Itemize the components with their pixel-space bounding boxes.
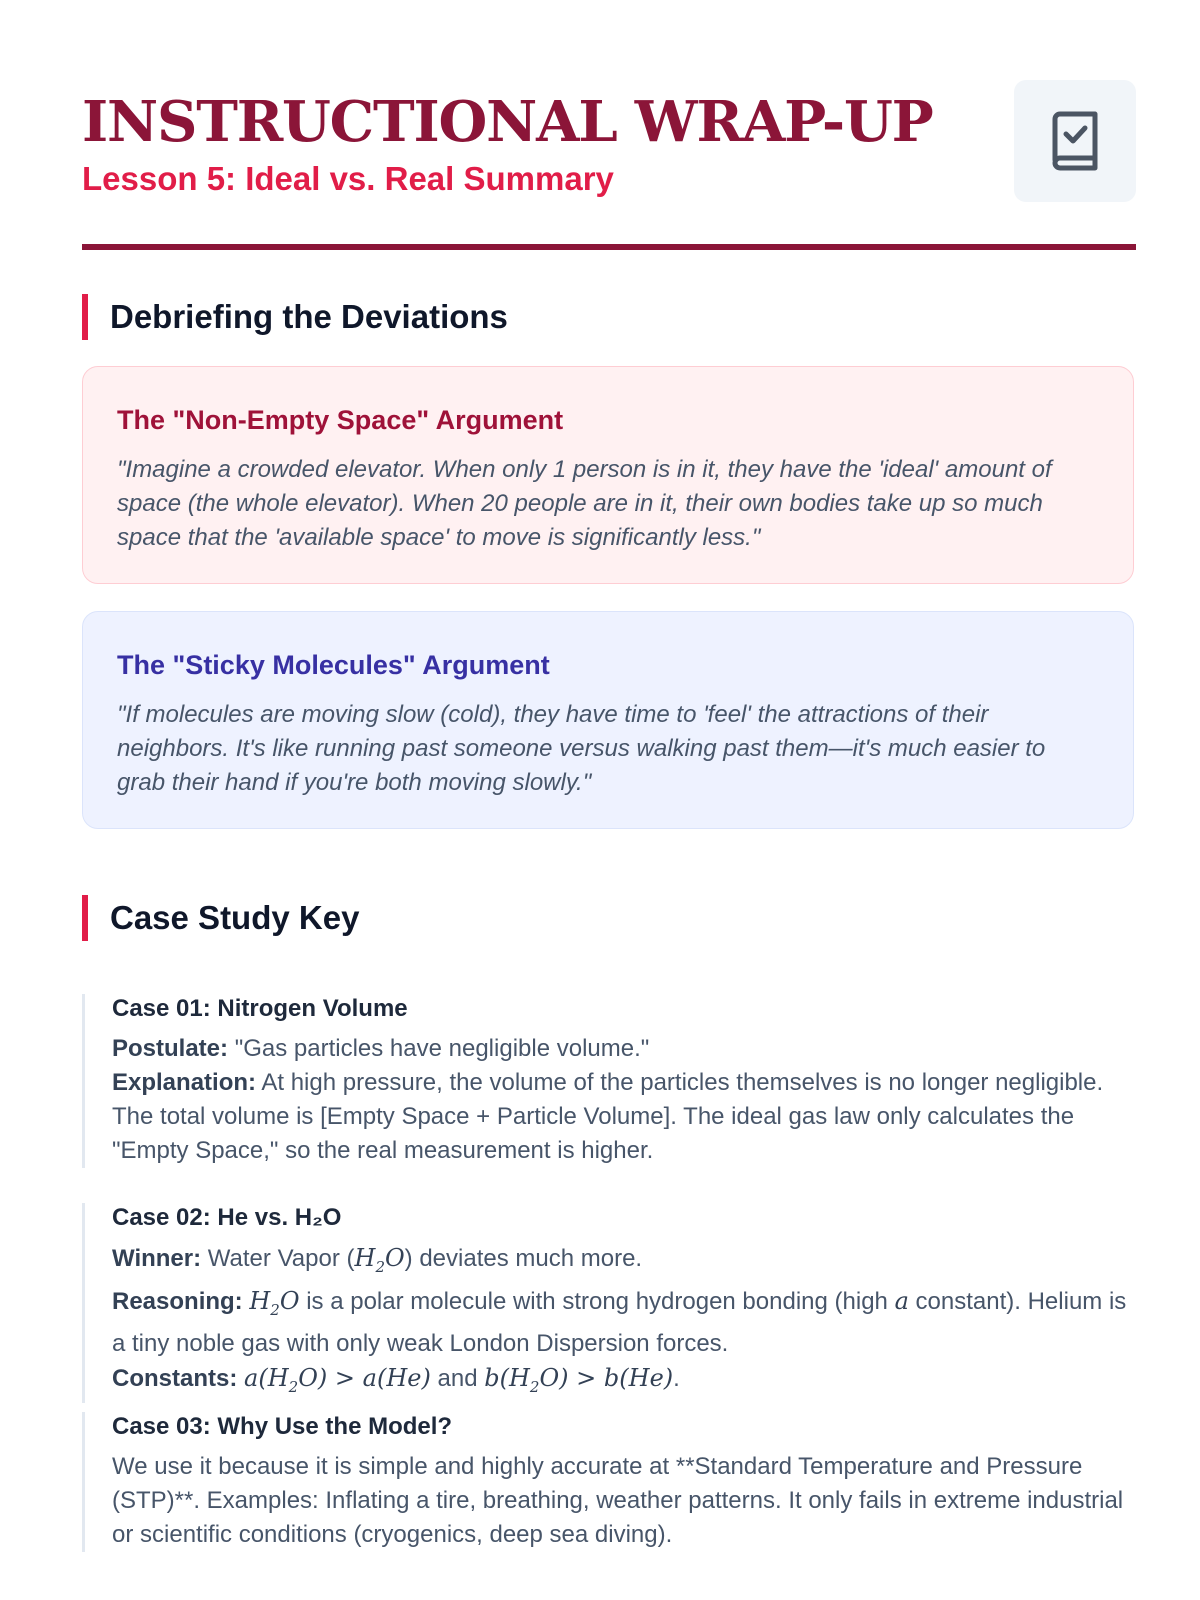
- explanation-text: At high pressure, the volume of the particles themselves is no longer negligible. The total volume is [Empty Space + Particle Volume]. The ideal gas law only calculates the "Empty Space," so the real measurement is higher.: [112, 1069, 1104, 1164]
- constants-expression-b: $b(H_2O) > b(He)$: [484, 1363, 674, 1396]
- page-subtitle: Lesson 5: Ideal vs. Real Summary: [82, 160, 614, 197]
- constants-label: Constants:: [112, 1364, 238, 1392]
- winner-label: Winner:: [112, 1245, 202, 1272]
- argument-title: The "Sticky Molecules" Argument: [117, 650, 550, 680]
- argument-quote: "If molecules are moving slow (cold), they have time to 'feel' the attractions of their neighbors. It's like running past someone versus walking past them—it's much easier to grab their hand if you're both moving slowly.": [117, 701, 1046, 796]
- reasoning-text-2: constant). Helium is a tiny noble gas with only weak London Dispersion forces.: [112, 1287, 1127, 1357]
- winner-pre: Water Vapor (: [207, 1245, 355, 1272]
- explanation-label: Explanation:: [112, 1069, 257, 1096]
- case-study-02: [82, 1203, 1136, 1403]
- page: [82, 80, 1136, 1548]
- case-body: Winner: Water Vapor $(H_2O)$ deviates much more. Reasoning: $H_2O$ is a polar molecule with strong hydrogen bonding (high a constant). Helium is a tiny noble gas with only weak London Dispersion forces. Constants: $a(H_2O) > a(He)$ and $b(H_2O) > b(He)$.: [112, 1244, 1127, 1396]
- case-title: Case 01: Nitrogen Volume: [112, 995, 408, 1022]
- reasoning-label: Reasoning:: [112, 1287, 243, 1315]
- book-check-icon: [1014, 80, 1136, 202]
- postulate-label: Postulate:: [112, 1035, 229, 1062]
- header: [82, 80, 1136, 202]
- case-study-01: [82, 994, 1136, 1168]
- case-body: We use it because it is simple and highly accurate at **Standard Temperature and Pressure (STP)**. Examples: Inflating a tire, breathing, weather patterns. It only fails in extreme industrial or scientific conditions (cryogenics, deep sea diving).: [112, 1453, 1124, 1548]
- var-a: a: [894, 1286, 909, 1315]
- case-body: [112, 1032, 1136, 1168]
- argument-quote: "Imagine a crowded elevator. When only 1 person is in it, they have the 'ideal' amount of space (the whole elevator). When 20 people are in it, their own bodies take up so much space that the 'available space' to move is significantly less.": [117, 456, 1052, 551]
- argument-title: The "Non-Empty Space" Argument: [117, 405, 564, 435]
- argument-card-sticky-molecules: [82, 611, 1134, 829]
- page-title: INSTRUCTIONAL WRAP-UP: [82, 89, 933, 155]
- constants-expression-a: $a(H_2O) > a(He)$: [244, 1363, 431, 1396]
- section-heading-case-study: Case Study Key: [82, 895, 359, 941]
- reasoning-text-1: is a polar molecule with strong hydrogen bonding (high: [306, 1287, 888, 1315]
- water-formula: $H_2O$: [249, 1286, 300, 1319]
- case-title: Case 02: He vs. H₂O: [112, 1204, 342, 1231]
- header-divider: [82, 244, 1136, 250]
- section-heading-debriefing: Debriefing the Deviations: [82, 294, 508, 340]
- case-title: Case 03: Why Use the Model?: [112, 1413, 453, 1440]
- water-formula: $H_2O$: [354, 1244, 405, 1276]
- winner-post: ) deviates much more.: [404, 1245, 643, 1272]
- constants-and: and: [437, 1364, 478, 1392]
- postulate-text: "Gas particles have negligible volume.": [234, 1035, 650, 1062]
- argument-card-non-empty-space: [82, 366, 1134, 584]
- case-study-03: [82, 1412, 1136, 1552]
